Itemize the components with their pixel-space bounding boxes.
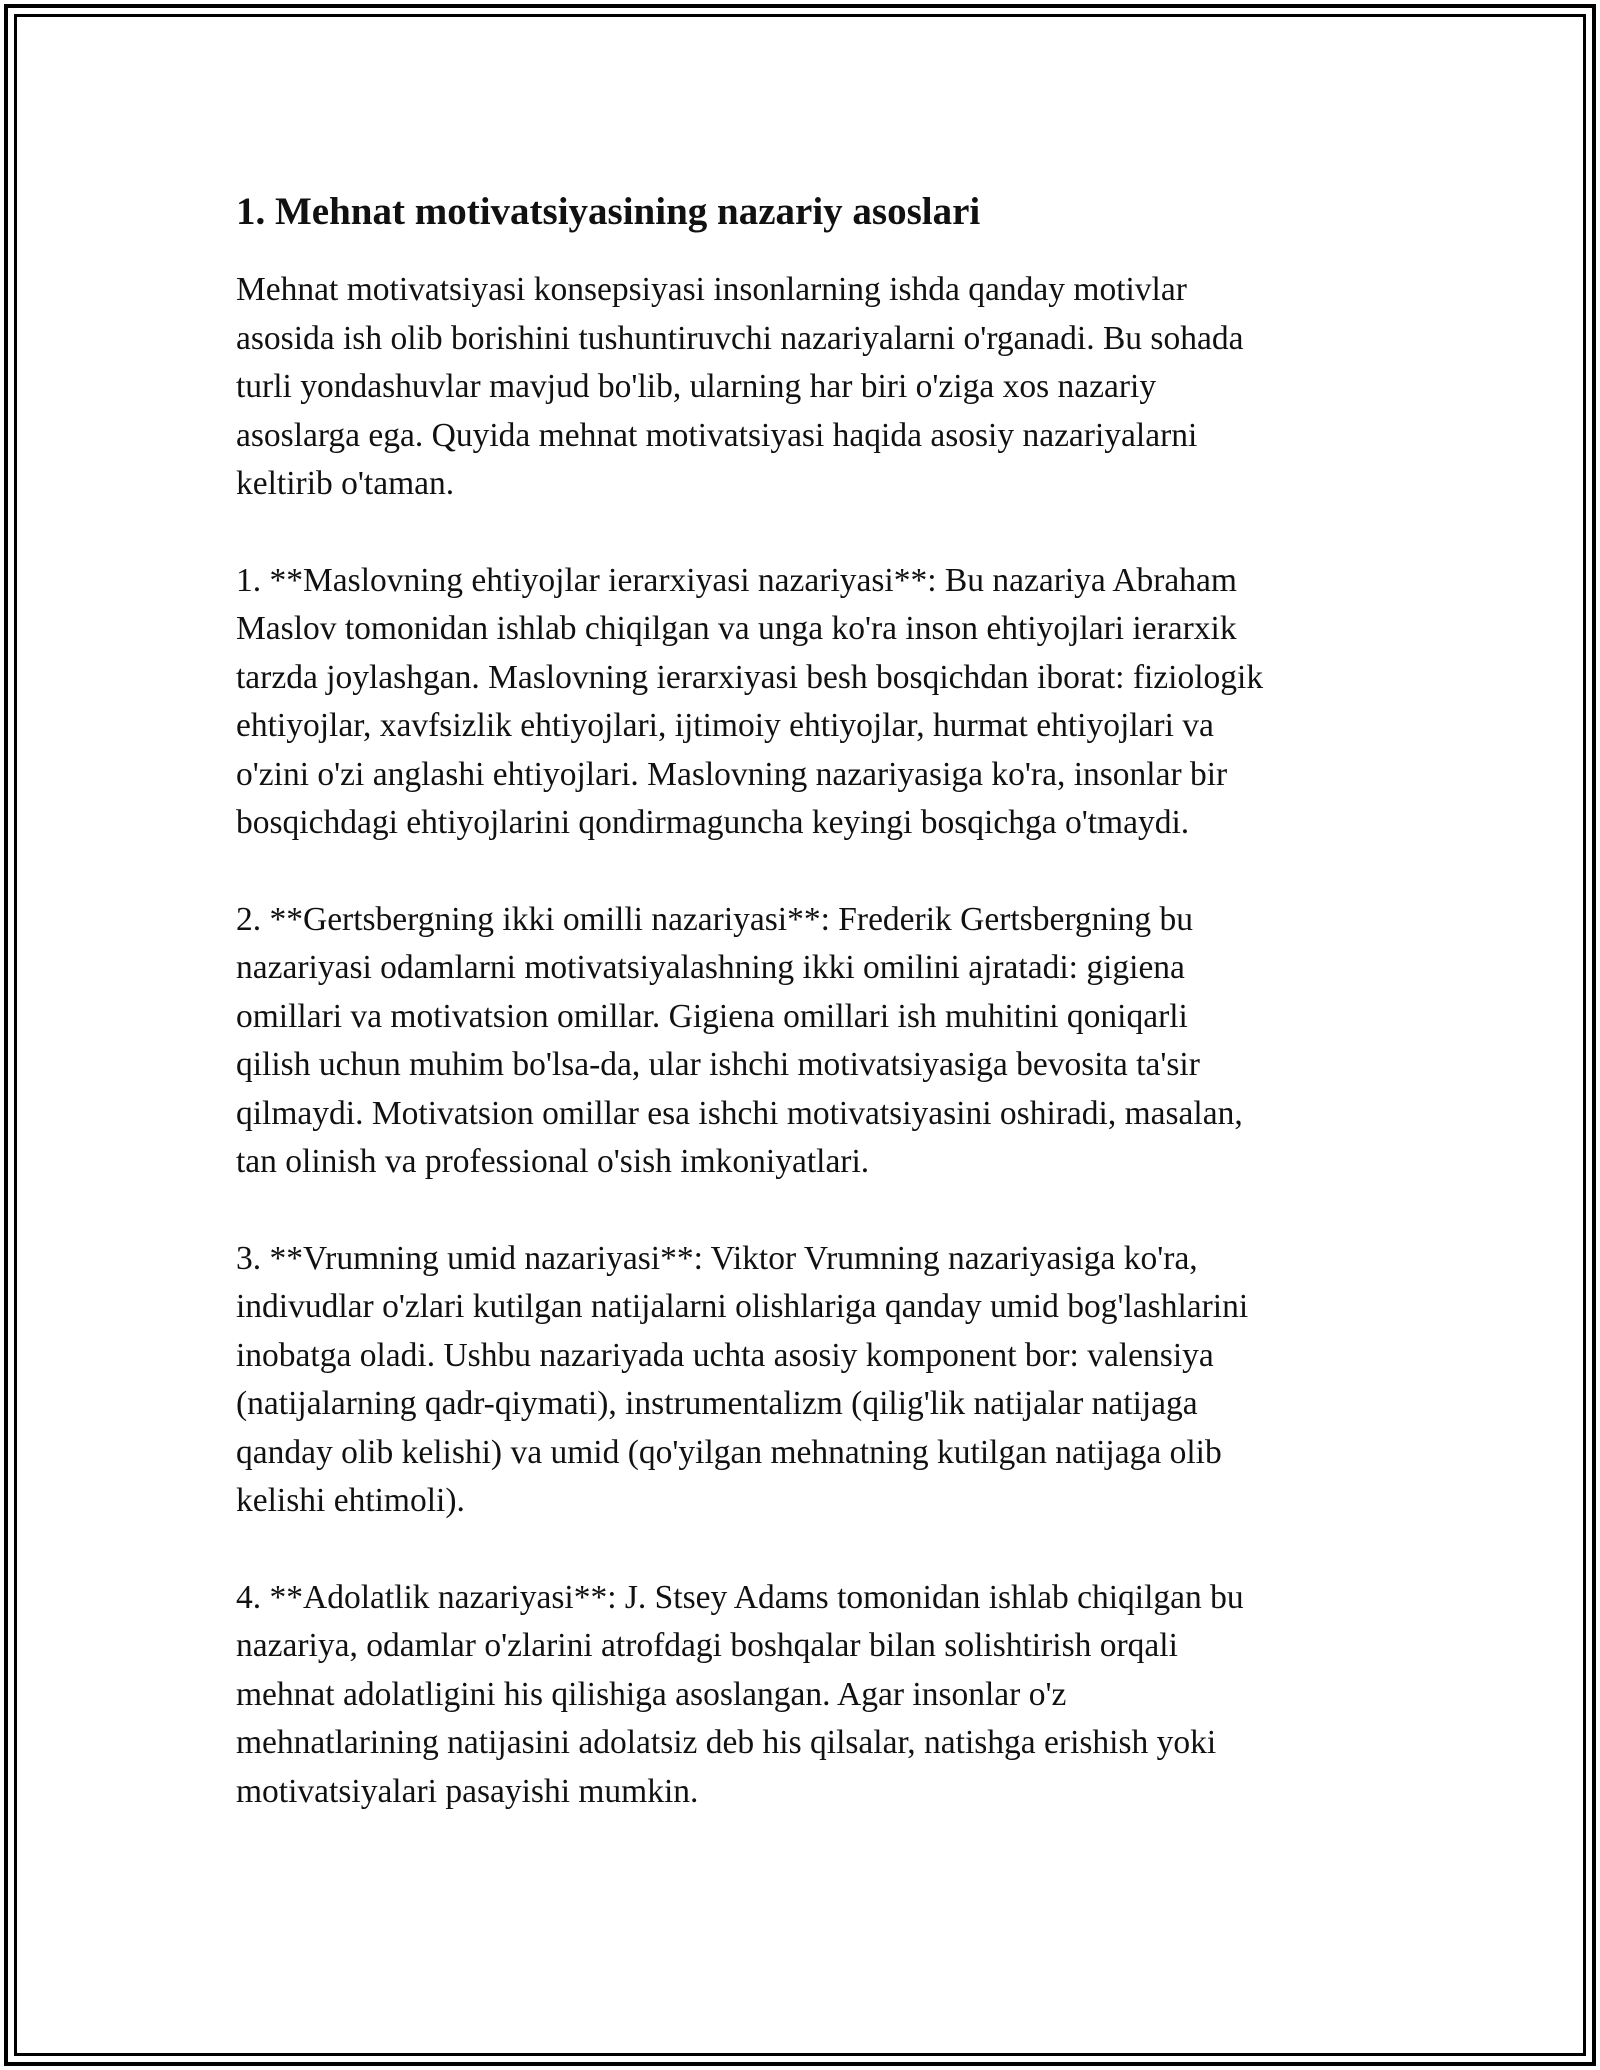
paragraph-line: o'zini o'zi anglashi ehtiyojlari. Maslovning nazariyasiga ko'ra, insonlar bir	[236, 755, 1228, 793]
paragraph-maslow-theory	[236, 557, 1376, 848]
paragraph-line: 4. **Adolatlik nazariyasi**: J. Stsey Adams tomonidan ishlab chiqilgan bu	[236, 1578, 1244, 1616]
paragraph-line: Mehnat motivatsiyasi konsepsiyasi insonlarning ishda qanday motivlar	[236, 271, 1187, 308]
document-body	[236, 186, 1376, 1864]
paragraph-line: (natijalarning qadr-qiymati), instrumentalizm (qilig'lik natijalar natijaga	[236, 1385, 1198, 1422]
paragraph-line: motivatsiyalari pasayishi mumkin.	[236, 1772, 699, 1810]
paragraph-line: Maslov tomonidan ishlab chiqilgan va unga ko'ra inson ehtiyojlari ierarxik	[236, 610, 1237, 647]
paragraph-line: mehnat adolatligini his qilishiga asoslangan. Agar insonlar o'z	[236, 1675, 1067, 1713]
paragraph-adams-theory	[236, 1574, 1376, 1817]
paragraph-line: keltirib o'taman.	[236, 465, 455, 502]
paragraph-line: 2. **Gertsbergning ikki omilli nazariyasi**: Frederik Gertsbergning bu	[236, 900, 1194, 938]
paragraph-line: indivudlar o'zlari kutilgan natijalarni olishlariga qanday umid bog'lashlarini	[236, 1288, 1249, 1325]
paragraph-line: qanday olib kelishi) va umid (qo'yilgan mehnatning kutilgan natijaga olib	[236, 1433, 1222, 1471]
paragraph-herzberg-theory	[236, 896, 1376, 1187]
paragraph-line: nazariya, odamlar o'zlarini atrofdagi boshqalar bilan solishtirish orqali	[236, 1627, 1178, 1664]
paragraph-line: asosida ish olib borishini tushuntiruvchi nazariyalarni o'rganadi. Bu sohada	[236, 319, 1244, 357]
paragraph-intro	[236, 266, 1376, 509]
page-title: 1. Mehnat motivatsiyasining nazariy asoslari	[236, 190, 981, 233]
paragraph-line: tan olinish va professional o'sish imkoniyatlari.	[236, 1143, 870, 1180]
paragraph-line: 3. **Vrumning umid nazariyasi**: Viktor Vrumning nazariyasiga ko'ra,	[236, 1239, 1198, 1277]
paragraph-line: inobatga oladi. Ushbu nazariyada uchta asosiy komponent bor: valensiya	[236, 1336, 1214, 1374]
paragraph-line: omillari va motivatsion omillar. Gigiena omillari ish muhitini qoniqarli	[236, 997, 1188, 1035]
paragraph-line: bosqichdagi ehtiyojlarini qondirmaguncha keyingi bosqichga o'tmaydi.	[236, 804, 1190, 841]
paragraph-line: mehnatlarining natijasini adolatsiz deb his qilsalar, natishga erishish yoki	[236, 1724, 1217, 1761]
paragraph-line: tarzda joylashgan. Maslovning ierarxiyasi besh bosqichdan iborat: fiziologik	[236, 658, 1264, 696]
paragraph-line: turli yondashuvlar mavjud bo'lib, ularning har biri o'ziga xos nazariy	[236, 368, 1157, 405]
paragraph-line: asoslarga ega. Quyida mehnat motivatsiyasi haqida asosiy nazariyalarni	[236, 416, 1198, 454]
paragraph-line: nazariyasi odamlarni motivatsiyalashning ikki omilini ajratadi: gigiena	[236, 949, 1185, 986]
paragraph-line: kelishi ehtimoli).	[236, 1482, 465, 1519]
paragraph-line: qilish uchun muhim bo'lsa-da, ular ishchi motivatsiyasiga bevosita ta'sir	[236, 1046, 1200, 1083]
paragraph-vroom-theory	[236, 1235, 1376, 1526]
paragraph-line: qilmaydi. Motivatsion omillar esa ishchi motivatsiyasini oshiradi, masalan,	[236, 1094, 1243, 1132]
paragraph-line: 1. **Maslovning ehtiyojlar ierarxiyasi nazariyasi**: Bu nazariya Abraham	[236, 561, 1237, 599]
paragraph-line: ehtiyojlar, xavfsizlik ehtiyojlari, ijtimoiy ehtiyojlar, hurmat ehtiyojlari va	[236, 707, 1214, 744]
